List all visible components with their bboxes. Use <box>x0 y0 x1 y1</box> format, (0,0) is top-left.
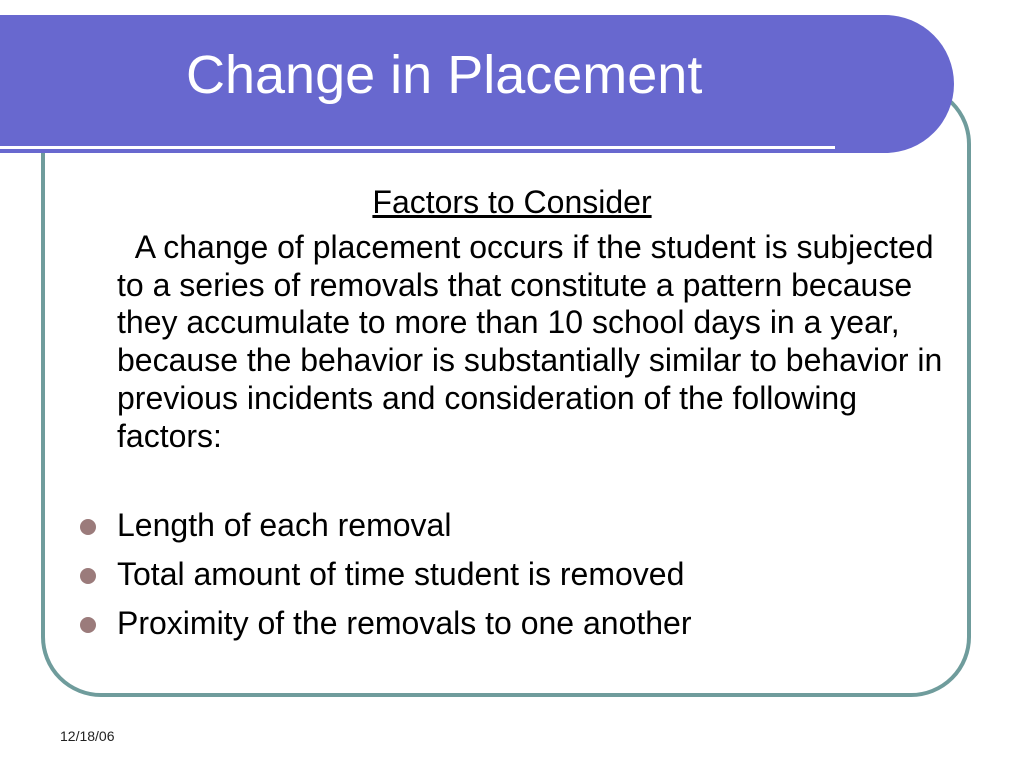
bullet-text: Proximity of the removals to one another <box>117 605 692 641</box>
bullet-icon <box>80 519 96 535</box>
bullet-icon <box>80 617 96 633</box>
footer-date: 12/18/06 <box>60 728 115 744</box>
title-underline <box>0 146 835 149</box>
list-item <box>0 603 1024 652</box>
bullet-text: Total amount of time student is removed <box>117 556 685 592</box>
intro-paragraph <box>117 229 947 455</box>
list-item <box>0 505 1024 554</box>
list-item <box>0 554 1024 603</box>
intro-text: A change of placement occurs if the student is subjected to a series of removals that constitute a pattern because they accumulate to more than 10 school days in a year, because the behavior is substantially similar to behavior in previous incidents and consideration of the following factors: <box>117 229 943 454</box>
page-title: Change in Placement <box>186 45 703 105</box>
bullet-icon <box>80 568 96 584</box>
bullet-text: Length of each removal <box>117 507 452 543</box>
bullet-list <box>0 505 1024 652</box>
subheading: Factors to Consider <box>372 184 652 220</box>
